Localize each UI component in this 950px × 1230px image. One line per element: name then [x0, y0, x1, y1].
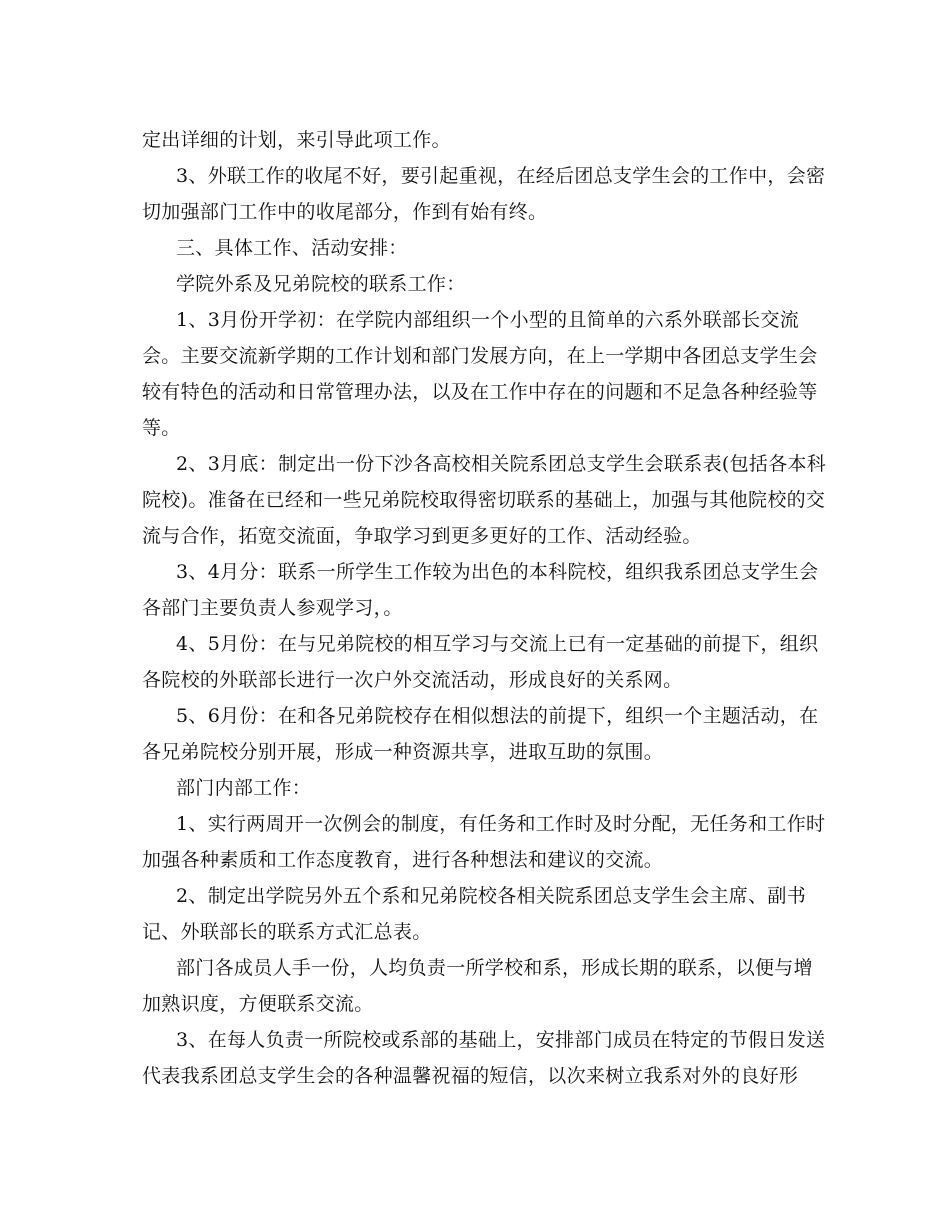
text-line: 加熟识度，方便联系交流。: [142, 993, 374, 1015]
text-line: 切加强部门工作中的收尾部分，作到有始有终。: [142, 201, 548, 223]
text-line: 3、在每人负责一所院校或系部的基础上，安排部门成员在特定的节假日发送: [176, 1029, 826, 1051]
text-line: 2、3月底：制定出一份下沙各高校相关院系团总支学生会联系表(包括各本科: [176, 453, 827, 475]
text-line: 院校)。准备在已经和一些兄弟院校取得密切联系的基础上，加强与其他院校的交: [142, 489, 826, 511]
text-line: 3、外联工作的收尾不好，要引起重视，在经后团总支学生会的工作中，会密: [176, 165, 826, 187]
text-line: 定出详细的计划，来引导此项工作。: [142, 129, 451, 151]
text-line: 各院校的外联部长进行一次户外交流活动，形成良好的关系网。: [142, 669, 683, 691]
text-line: 代表我系团总支学生会的各种温馨祝福的短信，以次来树立我系对外的良好形: [142, 1065, 799, 1087]
text-line: 加强各种素质和工作态度教育，进行各种想法和建议的交流。: [142, 849, 664, 871]
text-line: 5、6月份：在和各兄弟院校存在相似想法的前提下，组织一个主题活动，在: [176, 705, 819, 727]
text-line: 1、3月份开学初：在学院内部组织一个小型的且简单的六系外联部长交流: [176, 309, 800, 331]
document-body: [142, 122, 827, 1094]
text-line: 部门各成员人手一份，人均负责一所学校和系，形成长期的联系，以便与增: [176, 957, 813, 979]
text-line: 1、实行两周开一次例会的制度，有任务和工作时及时分配，无任务和工作时: [176, 813, 826, 835]
text-line: 会。主要交流新学期的工作计划和部门发展方向，在上一学期中各团总支学生会: [142, 345, 818, 367]
text-line: 三、具体工作、活动安排：: [176, 237, 408, 259]
text-line: 等。: [142, 417, 181, 439]
text-line: 各兄弟院校分别开展，形成一种资源共享，进取互助的氛围。: [142, 741, 664, 763]
text-line: 学院外系及兄弟院校的联系工作：: [176, 273, 466, 295]
text-line: 流与合作，拓宽交流面，争取学习到更多更好的工作、活动经验。: [142, 525, 702, 547]
text-line: 各部门主要负责人参观学习，。: [142, 597, 403, 619]
text-line: 4、5月份：在与兄弟院校的相互学习与交流上已有一定基础的前提下，组织: [176, 633, 819, 655]
text-line: 记、外联部长的联系方式汇总表。: [142, 921, 432, 943]
text-line: 2、制定出学院另外五个系和兄弟院校各相关院系团总支学生会主席、副书: [176, 885, 806, 907]
text-line: 部门内部工作：: [176, 777, 312, 799]
text-line: 3、4月分：联系一所学生工作较为出色的本科院校，组织我系团总支学生会: [176, 561, 819, 583]
text-line: 较有特色的活动和日常管理办法，以及在工作中存在的问题和不足急各种经验等: [142, 381, 818, 403]
